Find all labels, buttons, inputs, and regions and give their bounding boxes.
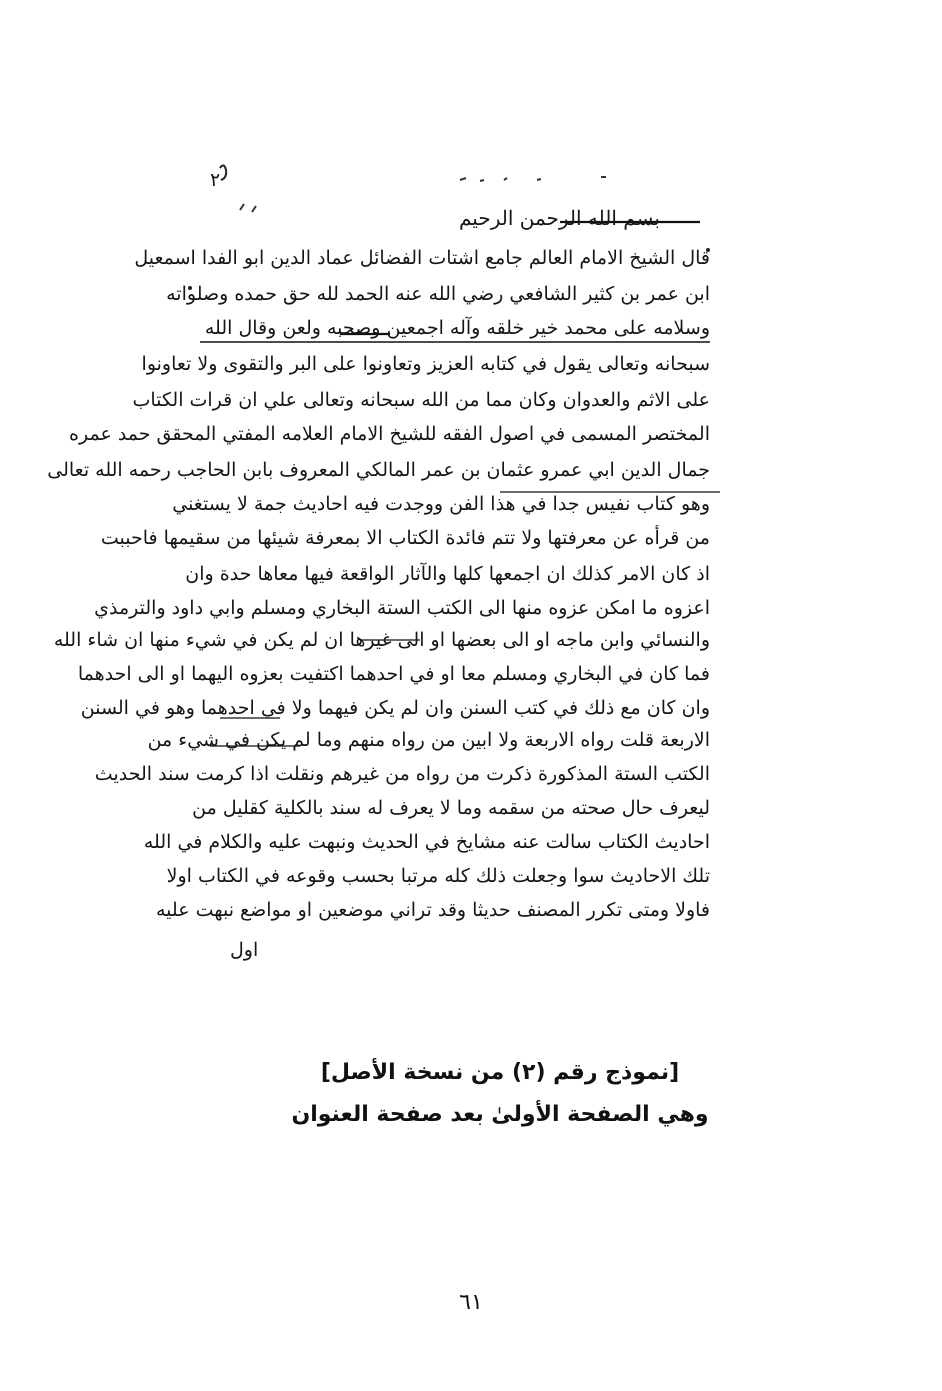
manuscript-line-13: فما كان في البخاري ومسلم معا او في احدهما اكتفيت بعزوه اليهما او الى احدهما xyxy=(77,663,710,685)
page-number: ٦١ xyxy=(459,1290,483,1315)
manuscript-line-12: والنسائي وابن ماجه او الى بعضها او الى غيرها ان لم يكن في شيء منها ان شاء الله xyxy=(53,629,710,651)
manuscript-line-8: وهو كتاب نفيس جدا في هذا الفن ووجدت فيه احاديث جمة لا يستغني xyxy=(172,493,710,515)
caption-line-2: وهي الصفحة الأولىٰ بعد صفحة العنوان xyxy=(291,1102,709,1127)
marginal-mark: ٢ xyxy=(210,169,221,191)
manuscript-basmala: بسم الله الرحمن الرحيم xyxy=(458,206,660,230)
manuscript-line-2: ابن عمر بن كثير الشافعي رضي الله عنه الحمد لله حق حمده وصلواته xyxy=(166,283,710,305)
manuscript-line-5: على الاثم والعدوان وكان مما من الله سبحانه وتعالى علي ان قرات الكتاب xyxy=(132,389,710,411)
caption-line-1: [نموذج رقم (٢) من نسخة الأصل] xyxy=(320,1060,680,1085)
manuscript-line-20: فاولا ومتى تكرر المصنف حديثا وقد تراني موضعين او مواضع نبهت عليه xyxy=(156,899,710,921)
manuscript-line-19: تلك الاحاديث سوا وجعلت ذلك كله مرتبا بحسب وقوعه في الكتاب اولا xyxy=(166,865,710,887)
manuscript-line-9: من قرأه عن معرفتها ولا تتم فائدة الكتاب الا بمعرفة شيئها من سقيمها فاحببت xyxy=(100,527,710,549)
manuscript-line-17: ليعرف حال صحته من سقمه وما لا يعرف له سند بالكلية كقليل من xyxy=(192,797,710,819)
manuscript-line-18: احاديث الكتاب سالت عنه مشايخ في الحديث ونبهت عليه والكلام في الله xyxy=(143,831,710,853)
manuscript-line-4: سبحانه وتعالى يقول في كتابه العزيز وتعاونوا على البر والتقوى ولا تعاونوا xyxy=(141,353,710,375)
manuscript-line-14: وان كان مع ذلك في كتب السنن وان لم يكن فيهما ولا في احدهما وهو في السنن xyxy=(80,697,710,719)
manuscript-catchword: اول xyxy=(230,939,259,961)
manuscript-facsimile xyxy=(47,150,740,970)
manuscript-line-3: وسلامه على محمد خير خلقه وآله اجمعين وصحبه ولعن وقال الله xyxy=(204,317,710,339)
manuscript-line-10: اذ كان الامر كذلك ان اجمعها كلها والآثار الواقعة فيها معاها حدة وان xyxy=(185,563,710,585)
manuscript-line-11: اعزوه ما امكن عزوه منها الى الكتب الستة البخاري ومسلم وابي داود والترمذي xyxy=(94,597,710,619)
manuscript-line-6: المختصر المسمى في اصول الفقه للشيخ الامام العلامه المفتي المحقق حمد عمره xyxy=(69,423,710,445)
manuscript-line-1: قال الشيخ الامام العالم جامع اشتات الفضائل عماد الدين ابو الفدا اسمعيل xyxy=(134,247,710,269)
manuscript-line-16: الكتب الستة المذكورة ذكرت من رواه من غيرهم ونقلت اذا كرمت سند الحديث xyxy=(94,763,710,785)
manuscript-line-7: جمال الدين ابي عمرو عثمان بن عمر المالكي المعروف بابن الحاجب رحمه الله تعالى xyxy=(47,459,710,481)
manuscript-line-15: الاربعة قلت رواه الاربعة ولا ابين من رواه منهم وما لم يكن في شيء من xyxy=(147,729,710,751)
